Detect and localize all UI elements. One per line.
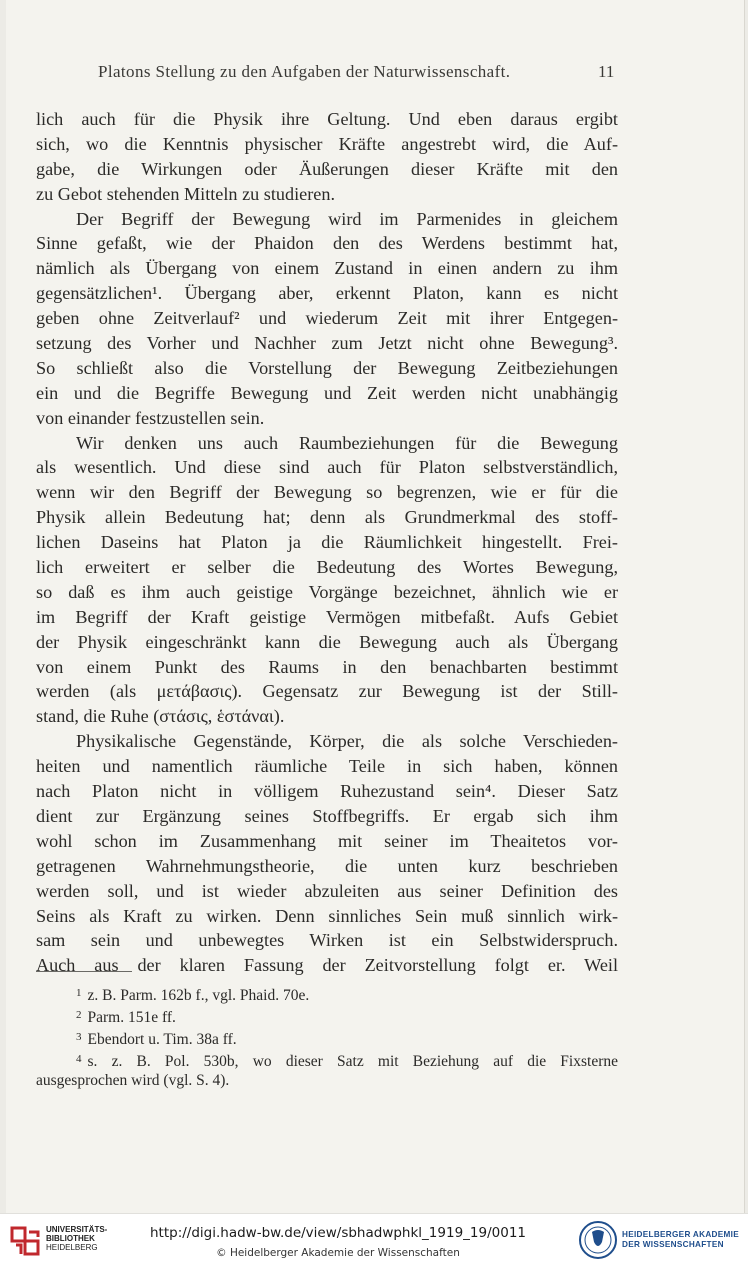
footnotes	[36, 982, 618, 1092]
text-line: sam sein und unbewegtes Wirken ist ein Selbstwiderspruch.	[36, 930, 618, 951]
footnote-marker: 2	[76, 1009, 82, 1021]
footnote-text: Ebendort u. Tim. 38a ff.	[87, 1031, 237, 1048]
text-line: wenn wir den Begriff der Bewegung so begrenzen, wie er für die	[36, 482, 618, 503]
footnote-text: Parm. 151e ff.	[87, 1009, 176, 1026]
footnote-text: z. B. Parm. 162b f., vgl. Phaid. 70e.	[87, 987, 310, 1004]
text-line: werden soll, und ist wieder abzuleiten aus seiner Definition des	[36, 880, 618, 901]
text-line: ein und die Begriffe Bewegung und Zeit werden nicht unabhängig	[36, 382, 618, 403]
text-line: geben ohne Zeitverlauf² und wiederum Zeit mit ihrer Entgegen-	[36, 308, 618, 329]
text-line: nämlich als Übergang von einem Zustand in einen andern zu ihm	[36, 258, 618, 279]
permalink-url[interactable]: http://digi.hadw-bw.de/view/sbhadwphkl_1919_19/0011	[150, 1225, 526, 1241]
text-line: gegensätzlichen¹. Übergang aber, erkennt Platon, kann es nicht	[36, 283, 618, 304]
footnote-marker: 3	[76, 1031, 82, 1043]
text-line: Der Begriff der Bewegung wird im Parmenides in gleichem	[76, 208, 618, 229]
text-line: lich auch für die Physik ihre Geltung. Und eben daraus ergibt	[36, 109, 618, 129]
footnote-item	[36, 1048, 618, 1070]
text-line: heiten und namentlich räumliche Teile in sich haben, können	[36, 756, 618, 777]
text-line: als wesentlich. Und diese sind auch für Platon selbstverständlich,	[36, 457, 618, 478]
text-line: getragenen Wahrnehmungstheorie, die unten kurz beschrieben	[36, 855, 618, 876]
text-line: Physik allein Bedeutung hat; denn als Grundmerkmal des stoff-	[36, 507, 618, 528]
text-line: Seins als Kraft zu wirken. Denn sinnliches Sein muß sinnlich wirk-	[36, 905, 618, 926]
text-line: Physikalische Gegenstände, Körper, die als solche Verschieden-	[76, 731, 618, 752]
text-line: von einander festzustellen sein.	[36, 407, 265, 428]
text-line: nach Platon nicht in völligem Ruhezustand sein⁴. Dieser Satz	[36, 781, 618, 802]
text-line: zu Gebot stehenden Mitteln zu studieren.	[36, 183, 336, 204]
text-line: von einem Punkt des Raums in den benachbarten bestimmt	[36, 656, 618, 677]
footnote-continuation: ausgesprochen wird (vgl. S. 4).	[36, 1072, 230, 1089]
ub-heidelberg-logo-icon[interactable]	[8, 1224, 42, 1258]
footnote-text: s. z. B. Pol. 530b, wo dieser Satz mit Beziehung auf die Fixsterne	[87, 1053, 618, 1070]
viewer-footer	[0, 1213, 748, 1266]
footnote-item	[36, 1004, 618, 1026]
body-text	[36, 107, 618, 978]
text-line: werden (als μετάβασις). Gegensatz zur Bewegung ist der Still-	[36, 681, 618, 702]
footnote-divider	[36, 971, 132, 972]
text-line: dient zur Ergänzung seines Stoffbegriffs. Er ergab sich ihm	[36, 805, 618, 826]
text-line: so daß es ihm auch geistige Vorgänge bezeichnet, ähnlich wie er	[36, 581, 618, 602]
hadw-seal-logo-icon[interactable]	[578, 1220, 618, 1260]
footnote-marker: 4	[76, 1053, 82, 1065]
text-line: gabe, die Wirkungen oder Äußerungen dieser Kräfte mit den	[36, 158, 618, 179]
text-line: lich erweitert er selber die Bedeutung des Wortes Bewegung,	[36, 557, 618, 578]
text-line: stand, die Ruhe (στάσις, ἑστάναι).	[36, 706, 285, 727]
footnote-marker: 1	[76, 987, 82, 999]
text-line: lichen Daseins hat Platon ja die Räumlichkeit hingestellt. Frei-	[36, 532, 618, 553]
text-line: sich, wo die Kenntnis physischer Kräfte angestrebt wird, die Auf-	[36, 133, 618, 154]
library-name: UNIVERSITÄTS- BIBLIOTHEK HEIDELBERG	[46, 1225, 108, 1252]
text-line: Sinne gefaßt, wie der Phaidon den des Werdens bestimmt hat,	[36, 233, 618, 254]
page-number: 11	[598, 62, 615, 81]
copyright-notice: © Heidelberger Akademie der Wissenschaften	[216, 1247, 460, 1259]
page-header	[0, 62, 748, 88]
text-line: im Begriff der Kraft geistige Vermögen mitbefaßt. Aufs Gebiet	[36, 606, 618, 627]
text-line: der Physik eingeschränkt kann die Bewegung auch als Übergang	[36, 631, 618, 652]
footnote-item	[36, 1026, 618, 1048]
text-line: setzung des Vorher und Nachher zum Jetzt nicht ohne Bewegung³.	[36, 333, 618, 354]
text-line: Auch aus der klaren Fassung der Zeitvorstellung folgt er. Weil	[36, 955, 618, 976]
text-line: So schließt also die Vorstellung der Bewegung Zeitbeziehungen	[36, 357, 618, 378]
text-line: Wir denken uns auch Raumbeziehungen für die Bewegung	[76, 432, 618, 453]
running-title: Platons Stellung zu den Aufgaben der Naturwissenschaft.	[98, 62, 511, 81]
text-line: wohl schon im Zusammenhang mit seiner im Theaitetos vor-	[36, 830, 618, 851]
academy-name: HEIDELBERGER AKADEMIE DER WISSENSCHAFTEN	[622, 1230, 739, 1249]
footnote-item	[36, 982, 618, 1004]
